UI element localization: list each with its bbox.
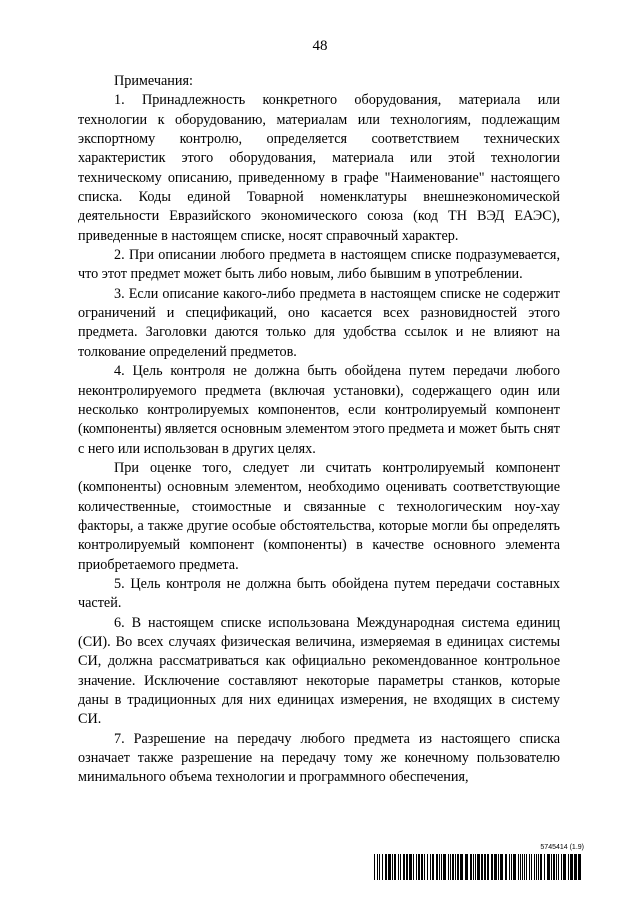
paragraph: 3. Если описание какого-либо предмета в настоящем списке не содержит ограничений и спецификаций, оно касается всех разновидностей этого предмета. Заголовки даются только для удобства ссылок и не влияют на толкование определений предметов. bbox=[78, 285, 560, 360]
document-footer bbox=[374, 844, 584, 884]
paragraph: 1. Принадлежность конкретного оборудования, материала или технологии к оборудованию, материалам или технологиям, подлежащим экспортному контролю, определяется соответствием технических характеристик этого оборудования, материала или этой технологии техническому описанию, приведенному в графе "Наименование" настоящего списка. Коды единой Товарной номенклатуры внешнеэкономической деятельности Евразийского экономического союза (код ТН ВЭД ЕАЭС), приведенные в настоящем списке, носят справочный характер. bbox=[78, 92, 560, 244]
paragraph: 6. В настоящем списке использована Международная система единиц (СИ). Во всех случаях физическая величина, измеряемая в единицах системы СИ, должна рассматриваться как официально рекомендованное контрольное значение. Исключение составляют некоторые параметры станков, которые даны в традиционных для них единицах измерения, не входящих в систему СИ. bbox=[78, 614, 560, 728]
notes-heading: Примечания: bbox=[114, 73, 193, 89]
page-number: 48 bbox=[312, 38, 328, 54]
paragraph: При оценке того, следует ли считать контролируемый компонент (компоненты) основным элементом, необходимо оценивать соответствующие количественные, стоимостные и связанные с технологическим ноу-хау факторы, а также другие особые обстоятельства, которые могли бы определять контролируемый компонент (компоненты) в качестве основного элемента приобретаемого предмета. bbox=[78, 459, 560, 573]
paragraph: 4. Цель контроля не должна быть обойдена путем передачи любого неконтролируемого предмета (включая установки), содержащего один или несколько контролируемых компонентов, если контролируемый компонент (компоненты) является основным элементом этого предмета и может быть снят с него или использован в других целях. bbox=[78, 363, 560, 457]
paragraph: 7. Разрешение на передачу любого предмета из настоящего списка означает также разрешение на передачу тому же конечному пользователю минимального объема технологии и программного обеспечения, bbox=[78, 730, 560, 786]
paragraph: 5. Цель контроля не должна быть обойдена путем передачи составных частей. bbox=[78, 575, 560, 612]
document-code: 5745414 (1.9) bbox=[540, 844, 584, 851]
document-body bbox=[78, 72, 560, 788]
paragraph: 2. При описании любого предмета в настоящем списке подразумевается, что этот предмет может быть либо новым, либо бывшим в употреблении. bbox=[78, 247, 560, 283]
barcode-icon bbox=[374, 854, 584, 880]
